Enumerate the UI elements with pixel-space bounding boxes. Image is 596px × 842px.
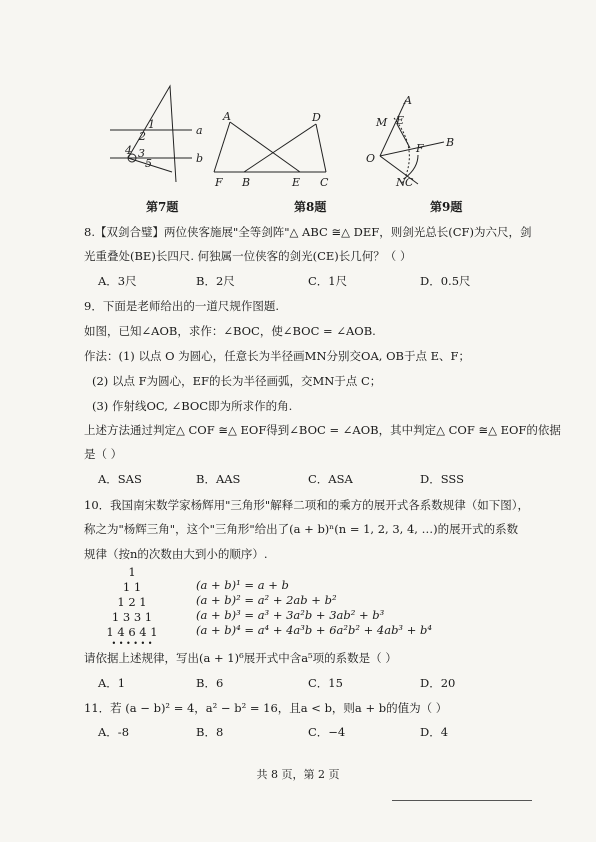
q11-option-b[interactable]: B．8 [196, 725, 224, 739]
fig8-label-E: E [292, 176, 301, 189]
fig9-label-B: B [446, 136, 455, 149]
fig8-caption: 第8题 [294, 200, 327, 214]
q9-line-4: (2) 以点 F为圆心，EF的长为半径画弧，交MN于点 C； [92, 374, 382, 388]
triangle-row-0: 1 [128, 565, 136, 579]
fig7-label-3: 3 [138, 147, 145, 160]
figure-9 [380, 100, 444, 184]
fig8-label-D: D [312, 111, 321, 124]
q8-option-d[interactable]: D．0.5尺 [420, 274, 471, 288]
page-footer: 共 8 页，第 2 页 [256, 768, 340, 781]
q10-line-3: 规律（按n的次数由大到小的顺序）. [84, 547, 268, 561]
q9-option-a[interactable]: A．SAS [98, 472, 142, 486]
figure-8-labels [214, 110, 329, 189]
triangle-row-4: 1 4 6 4 1 [106, 625, 158, 639]
q9-line-5: (3) 作射线OC, ∠BOC即为所求作的角. [92, 399, 293, 413]
q9-line-2: 如图，已知∠AOB，求作：∠BOC，使∠BOC = ∠AOB. [84, 324, 376, 338]
q11-line-1: 11．若 (a − b)² = 4，a² − b² = 16，且a < b，则a + b的值为（ ） [84, 701, 448, 715]
fig7-label-a: a [196, 124, 203, 137]
q9-line-3: 作法：(1) 以点 O 为圆心，任意长为半径画MN分别交OA, OB于点 E、F； [84, 349, 470, 363]
fig7-caption: 第7题 [146, 200, 179, 214]
q8-line-1: 8.【双剑合璧】两位侠客施展"全等剑阵"△ ABC ≅△ DEF，则剑光总长(CF)为六尺，剑 [84, 225, 532, 239]
figure-8 [214, 122, 326, 172]
q10-line-2: 称之为"杨辉三角"，这个"三角形"给出了(a + b)ⁿ(n = 1, 2, 3, 4, …)的展开式的系数 [84, 522, 519, 536]
fig9-label-F: F [416, 142, 424, 155]
q9-line-7: 是（ ） [84, 447, 123, 461]
q10-option-c[interactable]: C．15 [308, 676, 343, 690]
triangle-row-2: 1 2 1 [117, 595, 147, 609]
q8-option-b[interactable]: B．2尺 [196, 274, 235, 288]
fig9-label-C: C [405, 176, 414, 189]
q10-option-a[interactable]: A．1 [98, 676, 126, 690]
q8-line-2: 光重叠处(BE)长四尺. 何独属一位侠客的剑光(CE)长几何？（ ） [84, 249, 412, 263]
expansion-4: (a + b)⁴ = a⁴ + 4a³b + 6a²b² + 4ab³ + b⁴ [196, 623, 432, 637]
q9-line-1: 9．下面是老师给出的一道尺规作图题. [84, 299, 279, 313]
triangle-row-dots: • • • • • • [111, 639, 153, 648]
fig7-label-2: 2 [139, 130, 146, 143]
q10-line-1: 10．我国南宋数学家杨辉用"三角形"解释二项和的乘方的展开式各系数规律（如下图）， [84, 498, 529, 512]
q9-option-d[interactable]: D．SSS [420, 472, 464, 486]
expansion-2: (a + b)² = a² + 2ab + b² [196, 593, 337, 607]
q9-option-b[interactable]: B．AAS [196, 472, 241, 486]
fig8-label-F: F [215, 176, 223, 189]
fig7-label-b: b [196, 152, 204, 165]
triangle-row-1: 1 1 [122, 580, 142, 594]
q11-option-d[interactable]: D．4 [420, 725, 449, 739]
expansion-1: (a + b)¹ = a + b [196, 578, 289, 592]
q11-option-a[interactable]: A．-8 [98, 725, 130, 739]
q10-option-d[interactable]: D．20 [420, 676, 456, 690]
expansion-3: (a + b)³ = a³ + 3a²b + 3ab² + b³ [196, 608, 385, 622]
fig9-label-N: N [396, 176, 406, 189]
q10-option-b[interactable]: B．6 [196, 676, 224, 690]
fig9-label-M: M [376, 116, 388, 129]
q11-option-c[interactable]: C．−4 [308, 725, 346, 739]
fig8-label-B: B [242, 176, 251, 189]
q8-option-a[interactable]: A．3尺 [98, 274, 137, 288]
q10-line-4: 请依据上述规律，写出(a + 1)⁶展开式中含a⁵项的系数是（ ） [84, 651, 397, 665]
q9-option-c[interactable]: C．ASA [308, 472, 353, 486]
fig9-label-A: A [404, 94, 412, 107]
triangle-row-3: 1 3 3 1 [111, 610, 153, 624]
q8-option-c[interactable]: C．1尺 [308, 274, 348, 288]
q9-line-6: 上述方法通过判定△ COF ≅△ EOF得到∠BOC = ∠AOB，其中判定△ COF ≅△ EOF的依据 [84, 423, 561, 437]
figures-area [0, 0, 596, 220]
fig9-label-O: O [366, 152, 376, 165]
fig8-label-A: A [223, 110, 231, 123]
footer-rule [392, 800, 532, 801]
fig7-label-4: 4 [125, 144, 132, 157]
fig7-label-1: 1 [148, 118, 155, 131]
figure-9-labels [366, 94, 454, 189]
fig8-label-C: C [320, 176, 329, 189]
fig9-label-E: E [396, 114, 405, 127]
fig7-label-5: 5 [145, 157, 152, 170]
fig9-caption: 第9题 [430, 200, 463, 214]
